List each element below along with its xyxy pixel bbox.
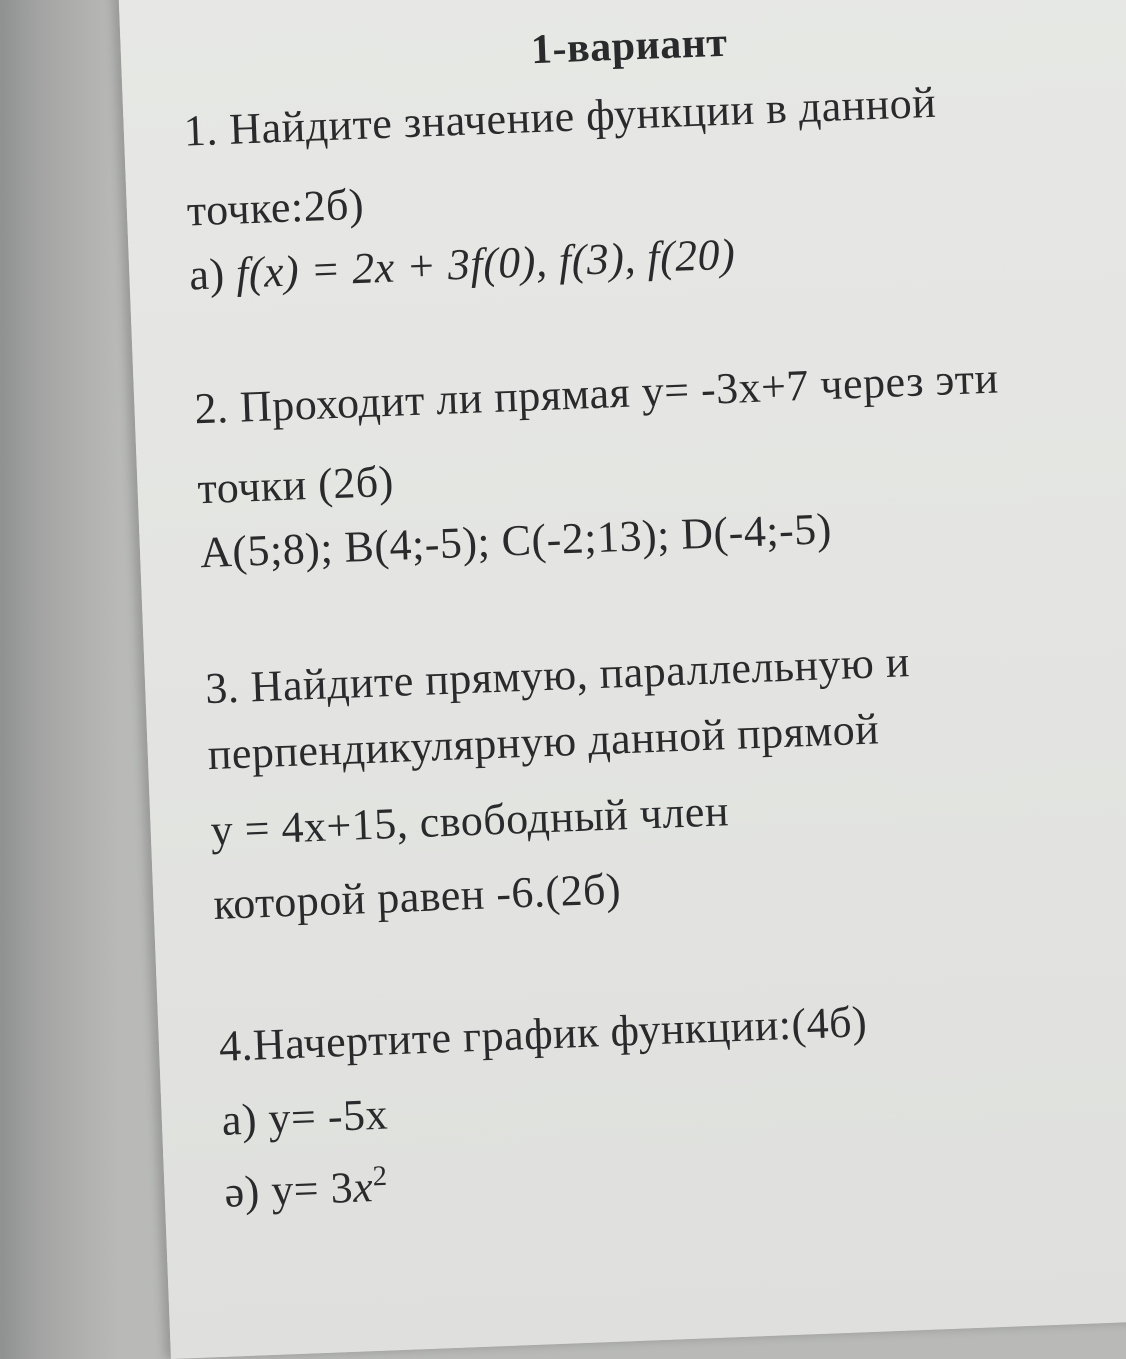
task3-line3: у = 4х+15, свободный член — [209, 786, 730, 856]
task1-formula: f(x) = 2x + 3f(0), f(3), f(20) — [235, 229, 737, 298]
task1-line2: точке:2б) — [185, 179, 365, 236]
task4-line1: 4.Начертите график функции:(4б) — [218, 997, 869, 1071]
task1-line3 — [188, 229, 736, 301]
task4-item-b — [224, 1161, 389, 1218]
paper-sheet — [118, 0, 1126, 1359]
task1-line1: 1. Найдите значение функции в данной — [182, 77, 938, 156]
task4-item-b-exponent: 2 — [372, 1160, 389, 1193]
worksheet-content — [118, 0, 1126, 1359]
task2-line2: точки (2б) — [196, 456, 395, 514]
task4-item-a: а) у= -5х — [220, 1089, 389, 1145]
task3-line2: перпендикулярную данной прямой — [206, 704, 881, 780]
task4-item-b-prefix: ә) у= 3 — [223, 1162, 354, 1217]
task4-item-b-variable: x — [352, 1162, 374, 1212]
task3-line1: 3. Найдите прямую, параллельную и — [204, 637, 911, 714]
task1-item-a-label: а) — [188, 248, 237, 300]
task3-line4: которой равен -6.(2б) — [212, 864, 622, 929]
variant-title: 1-вариант — [530, 19, 729, 74]
task2-line3: А(5;8); В(4;-5); С(-2;13); D(-4;-5) — [199, 504, 833, 578]
task2-line1: 2. Проходит ли прямая у= -3х+7 через эти — [193, 353, 1000, 434]
